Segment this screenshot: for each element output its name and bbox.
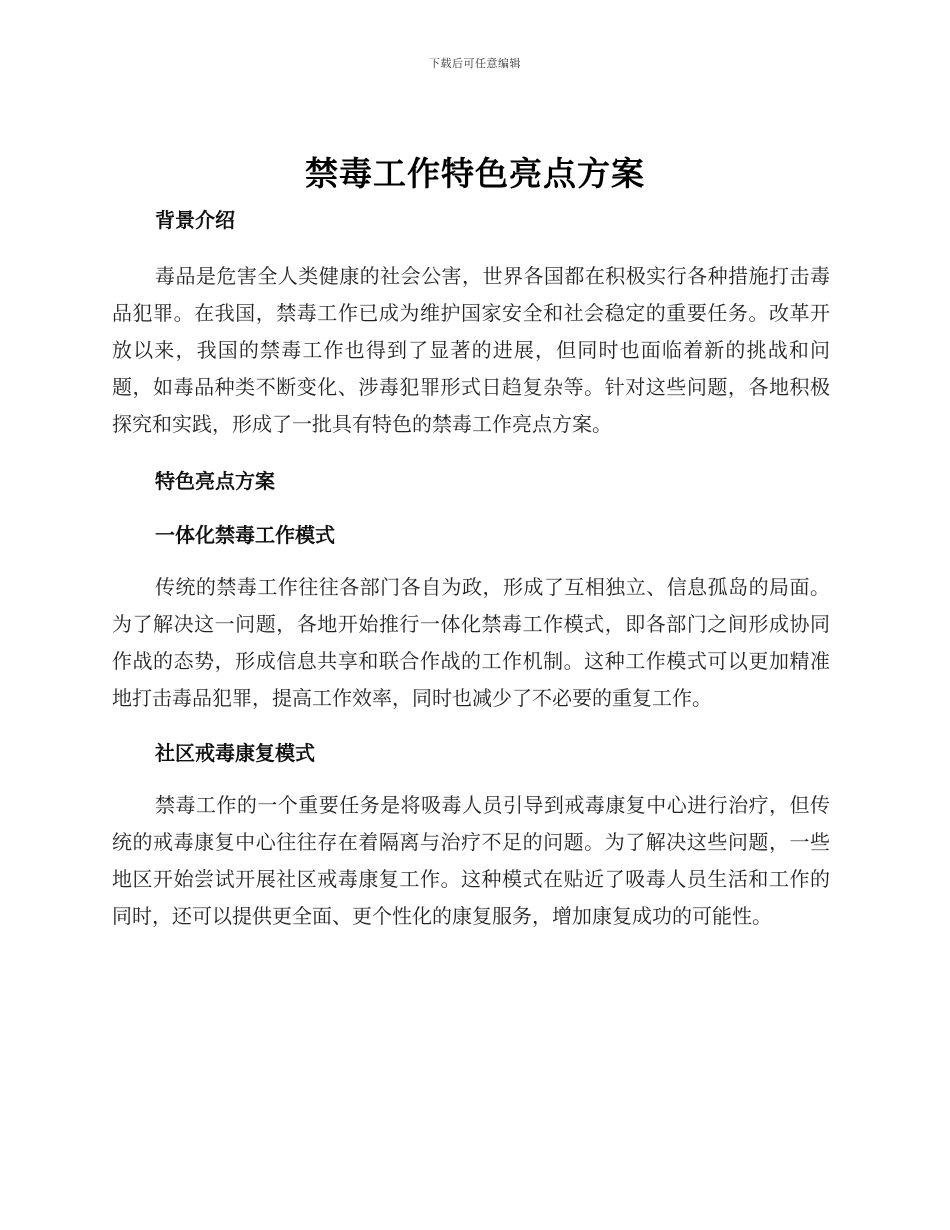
subsection-heading-integrated-mode: 一体化禁毒工作模式 [155,523,335,547]
subsection-heading-community-rehab: 社区戒毒康复模式 [155,741,315,765]
header-note: 下载后可任意编辑 [429,57,521,70]
section-heading-background: 背景介绍 [155,208,235,232]
paragraph-community-rehab: 禁毒工作的一个重要任务是将吸毒人员引导到戒毒康复中心进行治疗，但传统的戒毒康复中心往往存在着隔离与治疗不足的问题。为了解决这些问题，一些地区开始尝试开展社区戒毒康复工作。这种模式在贴近了吸毒人员生活和工作的同时，还可以提供更全面、更个性化的康复服务，增加康复成功的可能性。 [112,793,830,928]
section-heading-highlights: 特色亮点方案 [155,469,275,493]
paragraph-background: 毒品是危害全人类健康的社会公害，世界各国都在积极实行各种措施打击毒品犯罪。在我国，禁毒工作已成为维护国家安全和社会稳定的重要任务。改革开放以来，我国的禁毒工作也得到了显著的进展，但同时也面临着新的挑战和问题，如毒品种类不断变化、涉毒犯罪形式日趋复杂等。针对这些问题，各地积极探究和实践，形成了一批具有特色的禁毒工作亮点方案。 [112,264,830,436]
document-body [112,202,830,935]
document-title: 禁毒工作特色亮点方案 [305,154,645,193]
paragraph-integrated-mode: 传统的禁毒工作往往各部门各自为政，形成了互相独立、信息孤岛的局面。为了解决这一问题，各地开始推行一体化禁毒工作模式，即各部门之间形成协同作战的态势，形成信息共享和联合作战的工作机制。这种工作模式可以更加精准地打击毒品犯罪，提高工作效率，同时也减少了不必要的重复工作。 [112,575,830,710]
